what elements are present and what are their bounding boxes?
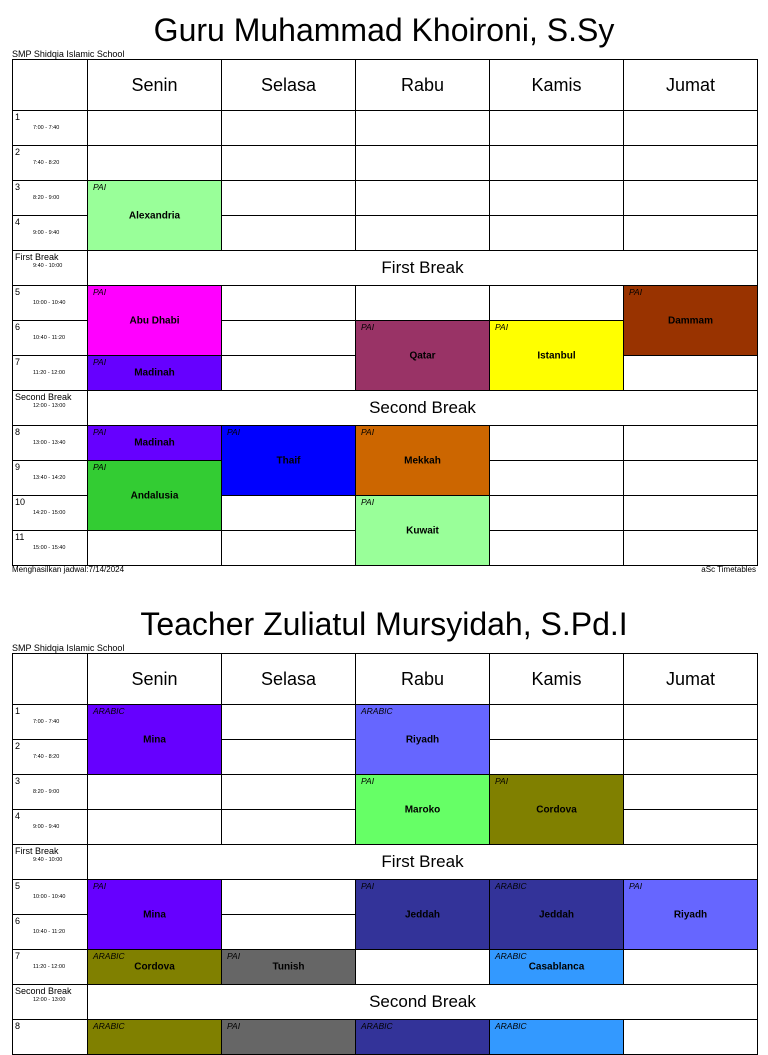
empty-slot bbox=[623, 355, 758, 391]
empty-slot bbox=[221, 215, 356, 251]
break-row: Second Break bbox=[87, 984, 758, 1020]
period-number: 6 bbox=[15, 916, 21, 926]
day-header-senin: Senin bbox=[87, 653, 222, 705]
lesson-class: Riyadh bbox=[673, 909, 708, 920]
empty-slot bbox=[221, 320, 356, 356]
period-time: 9:00 - 9:40 bbox=[33, 824, 60, 830]
period-label-cell bbox=[12, 495, 88, 531]
break-label-cell bbox=[12, 984, 88, 1020]
empty-slot bbox=[489, 530, 624, 566]
empty-slot bbox=[221, 285, 356, 321]
period-label-cell bbox=[12, 180, 88, 216]
lesson-subject: ARABIC bbox=[93, 1021, 125, 1031]
empty-slot bbox=[623, 110, 758, 146]
lesson-block bbox=[355, 425, 490, 496]
period-label-cell bbox=[12, 530, 88, 566]
period-label-cell bbox=[12, 145, 88, 181]
period-time: 8:20 - 9:00 bbox=[33, 789, 60, 795]
empty-slot bbox=[87, 774, 222, 810]
empty-slot bbox=[623, 145, 758, 181]
lesson-subject: PAI bbox=[361, 881, 375, 891]
lesson-class: Maroko bbox=[404, 804, 441, 815]
lesson-subject: PAI bbox=[361, 322, 375, 332]
period-number: 2 bbox=[15, 147, 21, 157]
lesson-subject: ARABIC bbox=[495, 951, 527, 961]
lesson-block bbox=[87, 949, 222, 985]
empty-slot bbox=[87, 530, 222, 566]
lesson-block bbox=[623, 879, 758, 950]
lesson-subject: ARABIC bbox=[93, 951, 125, 961]
period-time: 10:40 - 11:20 bbox=[33, 335, 66, 341]
period-label-cell bbox=[12, 949, 88, 985]
period-number: 11 bbox=[15, 532, 25, 542]
period-label-cell bbox=[12, 704, 88, 740]
lesson-subject: PAI bbox=[361, 427, 375, 437]
break-name: First Break bbox=[15, 252, 59, 262]
period-time: 13:00 - 13:40 bbox=[33, 440, 66, 446]
empty-slot bbox=[221, 495, 356, 531]
empty-slot bbox=[489, 739, 624, 775]
break-name: Second Break bbox=[15, 986, 72, 996]
day-header-selasa: Selasa bbox=[221, 653, 356, 705]
empty-slot bbox=[623, 704, 758, 740]
teacher-title: Teacher Zuliatul Mursyidah, S.Pd.I bbox=[140, 606, 628, 642]
empty-slot bbox=[623, 425, 758, 461]
empty-slot bbox=[87, 809, 222, 845]
day-header-selasa: Selasa bbox=[221, 59, 356, 111]
period-time: 11:20 - 12:00 bbox=[33, 964, 66, 970]
lesson-block bbox=[355, 774, 490, 845]
day-header-jumat: Jumat bbox=[623, 59, 758, 111]
period-time: 7:40 - 8:20 bbox=[33, 160, 60, 166]
period-label-cell bbox=[12, 355, 88, 391]
period-number: 6 bbox=[15, 322, 21, 332]
lesson-subject: ARABIC bbox=[361, 706, 393, 716]
lesson-class: Madinah bbox=[134, 367, 175, 379]
period-time: 11:20 - 12:00 bbox=[33, 370, 66, 376]
lesson-block bbox=[489, 774, 624, 845]
timetable-grid bbox=[12, 59, 757, 564]
lesson-block bbox=[221, 425, 356, 496]
empty-slot bbox=[489, 425, 624, 461]
lesson-class: Jeddah bbox=[404, 909, 440, 920]
period-label-cell bbox=[12, 425, 88, 461]
app-credit: aSc Timetables bbox=[701, 565, 756, 574]
empty-slot bbox=[355, 215, 490, 251]
period-time: 10:00 - 10:40 bbox=[33, 894, 66, 900]
period-label-cell bbox=[12, 215, 88, 251]
day-header-kamis: Kamis bbox=[489, 59, 624, 111]
empty-slot bbox=[355, 180, 490, 216]
lesson-block bbox=[355, 495, 490, 566]
lesson-subject: PAI bbox=[93, 427, 107, 437]
lesson-block bbox=[355, 320, 490, 391]
lesson-block bbox=[87, 704, 222, 775]
lesson-class: Riyadh bbox=[405, 734, 440, 745]
day-header-rabu: Rabu bbox=[355, 59, 490, 111]
lesson-block bbox=[87, 355, 222, 391]
empty-slot bbox=[623, 809, 758, 845]
period-label-cell bbox=[12, 739, 88, 775]
break-row: First Break bbox=[87, 250, 758, 286]
teacher-title: Guru Muhammad Khoironi, S.Sy bbox=[153, 12, 615, 48]
lesson-block bbox=[489, 1019, 624, 1055]
period-number: 2 bbox=[15, 741, 21, 751]
period-number: 7 bbox=[15, 357, 21, 367]
lesson-block bbox=[87, 879, 222, 950]
period-time: 8:20 - 9:00 bbox=[33, 195, 60, 201]
lesson-block bbox=[221, 1019, 356, 1055]
period-number: 5 bbox=[15, 287, 21, 297]
empty-slot bbox=[87, 145, 222, 181]
day-header-jumat: Jumat bbox=[623, 653, 758, 705]
empty-slot bbox=[87, 110, 222, 146]
empty-slot bbox=[623, 495, 758, 531]
break-time: 9:40 - 10:00 bbox=[33, 857, 63, 863]
lesson-subject: ARABIC bbox=[93, 706, 125, 716]
day-header-kamis: Kamis bbox=[489, 653, 624, 705]
lesson-class: Madinah bbox=[134, 437, 175, 449]
lesson-class: Istanbul bbox=[537, 350, 576, 361]
period-time: 10:40 - 11:20 bbox=[33, 929, 66, 935]
lesson-class: Mina bbox=[143, 909, 166, 920]
period-number: 4 bbox=[15, 811, 21, 821]
empty-slot bbox=[623, 215, 758, 251]
period-label-cell bbox=[12, 460, 88, 496]
period-label-cell bbox=[12, 774, 88, 810]
lesson-class: Cordova bbox=[134, 961, 175, 973]
lesson-subject: PAI bbox=[93, 881, 107, 891]
empty-slot bbox=[221, 739, 356, 775]
day-header-senin: Senin bbox=[87, 59, 222, 111]
empty-slot bbox=[221, 704, 356, 740]
lesson-class: Jeddah bbox=[538, 909, 574, 920]
period-number: 3 bbox=[15, 776, 21, 786]
lesson-block bbox=[623, 285, 758, 356]
break-time: 9:40 - 10:00 bbox=[33, 263, 63, 269]
day-header-rabu: Rabu bbox=[355, 653, 490, 705]
empty-slot bbox=[221, 774, 356, 810]
lesson-subject: ARABIC bbox=[361, 1021, 393, 1031]
empty-slot bbox=[221, 110, 356, 146]
break-label-cell bbox=[12, 250, 88, 286]
lesson-subject: ARABIC bbox=[495, 1021, 527, 1031]
generated-date: Menghasilkan jadwal:7/14/2024 bbox=[12, 565, 125, 574]
lesson-block bbox=[355, 879, 490, 950]
lesson-class: Dammam bbox=[667, 315, 714, 326]
lesson-subject: ARABIC bbox=[495, 881, 527, 891]
break-row: Second Break bbox=[87, 390, 758, 426]
empty-slot bbox=[623, 530, 758, 566]
lesson-block bbox=[355, 704, 490, 775]
empty-slot bbox=[623, 949, 758, 985]
timetable-grid bbox=[12, 653, 757, 1031]
period-label-cell bbox=[12, 285, 88, 321]
lesson-block bbox=[87, 180, 222, 251]
period-label-cell bbox=[12, 1019, 88, 1055]
period-number: 3 bbox=[15, 182, 21, 192]
lesson-subject: PAI bbox=[93, 287, 107, 297]
empty-slot bbox=[489, 110, 624, 146]
empty-slot bbox=[355, 110, 490, 146]
lesson-class: Qatar bbox=[409, 350, 436, 361]
empty-slot bbox=[623, 774, 758, 810]
lesson-block bbox=[489, 879, 624, 950]
empty-slot bbox=[489, 215, 624, 251]
lesson-class: Alexandria bbox=[128, 210, 181, 221]
period-number: 9 bbox=[15, 462, 21, 472]
period-time: 13:40 - 14:20 bbox=[33, 475, 66, 481]
lesson-class: Kuwait bbox=[406, 525, 439, 536]
lesson-subject: PAI bbox=[629, 287, 643, 297]
lesson-block bbox=[87, 1019, 222, 1055]
period-time: 7:40 - 8:20 bbox=[33, 754, 60, 760]
period-label-cell bbox=[12, 320, 88, 356]
lesson-class: Thaif bbox=[276, 455, 301, 466]
lesson-block bbox=[87, 425, 222, 461]
empty-slot bbox=[623, 739, 758, 775]
break-name: Second Break bbox=[15, 392, 72, 402]
break-label-cell bbox=[12, 844, 88, 880]
period-label-cell bbox=[12, 110, 88, 146]
empty-slot bbox=[221, 809, 356, 845]
period-label-cell bbox=[12, 879, 88, 915]
corner-cell bbox=[12, 59, 88, 111]
break-time: 12:00 - 13:00 bbox=[33, 997, 66, 1003]
empty-slot bbox=[623, 1019, 758, 1055]
lesson-class: Casablanca bbox=[528, 961, 585, 973]
lesson-block bbox=[221, 949, 356, 985]
corner-cell bbox=[12, 653, 88, 705]
empty-slot bbox=[221, 145, 356, 181]
period-time: 7:00 - 7:40 bbox=[33, 125, 60, 131]
school-name: SMP Shidqia Islamic School bbox=[12, 49, 125, 59]
lesson-class: Tunish bbox=[272, 961, 305, 973]
lesson-subject: PAI bbox=[495, 322, 509, 332]
period-label-cell bbox=[12, 809, 88, 845]
period-time: 14:20 - 15:00 bbox=[33, 510, 66, 516]
period-time: 10:00 - 10:40 bbox=[33, 300, 66, 306]
period-label-cell bbox=[12, 914, 88, 950]
lesson-block bbox=[355, 1019, 490, 1055]
lesson-class: Abu Dhabi bbox=[129, 315, 180, 326]
lesson-subject: PAI bbox=[629, 881, 643, 891]
lesson-subject: PAI bbox=[93, 182, 107, 192]
break-row: First Break bbox=[87, 844, 758, 880]
break-label-cell bbox=[12, 390, 88, 426]
lesson-class: Andalusia bbox=[130, 490, 179, 501]
lesson-subject: PAI bbox=[361, 497, 375, 507]
period-number: 5 bbox=[15, 881, 21, 891]
empty-slot bbox=[489, 145, 624, 181]
empty-slot bbox=[221, 914, 356, 950]
empty-slot bbox=[489, 285, 624, 321]
lesson-subject: PAI bbox=[93, 357, 107, 367]
lesson-subject: PAI bbox=[227, 951, 241, 961]
lesson-subject: PAI bbox=[227, 1021, 241, 1031]
empty-slot bbox=[489, 460, 624, 496]
lesson-block bbox=[489, 949, 624, 985]
lesson-class: Mina bbox=[143, 734, 166, 745]
lesson-subject: PAI bbox=[227, 427, 241, 437]
empty-slot bbox=[623, 460, 758, 496]
period-time: 7:00 - 7:40 bbox=[33, 719, 60, 725]
period-time: 15:00 - 15:40 bbox=[33, 545, 66, 551]
school-name: SMP Shidqia Islamic School bbox=[12, 643, 125, 653]
empty-slot bbox=[355, 145, 490, 181]
empty-slot bbox=[355, 949, 490, 985]
empty-slot bbox=[355, 285, 490, 321]
period-number: 4 bbox=[15, 217, 21, 227]
empty-slot bbox=[489, 495, 624, 531]
break-time: 12:00 - 13:00 bbox=[33, 403, 66, 409]
lesson-class: Mekkah bbox=[404, 455, 441, 466]
period-number: 7 bbox=[15, 951, 21, 961]
empty-slot bbox=[489, 704, 624, 740]
lesson-block bbox=[87, 285, 222, 356]
period-number: 1 bbox=[15, 112, 21, 122]
period-time: 9:00 - 9:40 bbox=[33, 230, 60, 236]
period-number: 8 bbox=[15, 1021, 21, 1031]
empty-slot bbox=[221, 530, 356, 566]
empty-slot bbox=[623, 180, 758, 216]
empty-slot bbox=[221, 355, 356, 391]
lesson-class: Cordova bbox=[536, 804, 577, 815]
lesson-subject: PAI bbox=[93, 462, 107, 472]
lesson-block bbox=[87, 460, 222, 531]
lesson-block bbox=[489, 320, 624, 391]
break-name: First Break bbox=[15, 846, 59, 856]
lesson-subject: PAI bbox=[495, 776, 509, 786]
period-number: 10 bbox=[15, 497, 26, 507]
lesson-subject: PAI bbox=[361, 776, 375, 786]
period-number: 1 bbox=[15, 706, 21, 716]
period-number: 8 bbox=[15, 427, 21, 437]
empty-slot bbox=[489, 180, 624, 216]
empty-slot bbox=[221, 879, 356, 915]
empty-slot bbox=[221, 180, 356, 216]
